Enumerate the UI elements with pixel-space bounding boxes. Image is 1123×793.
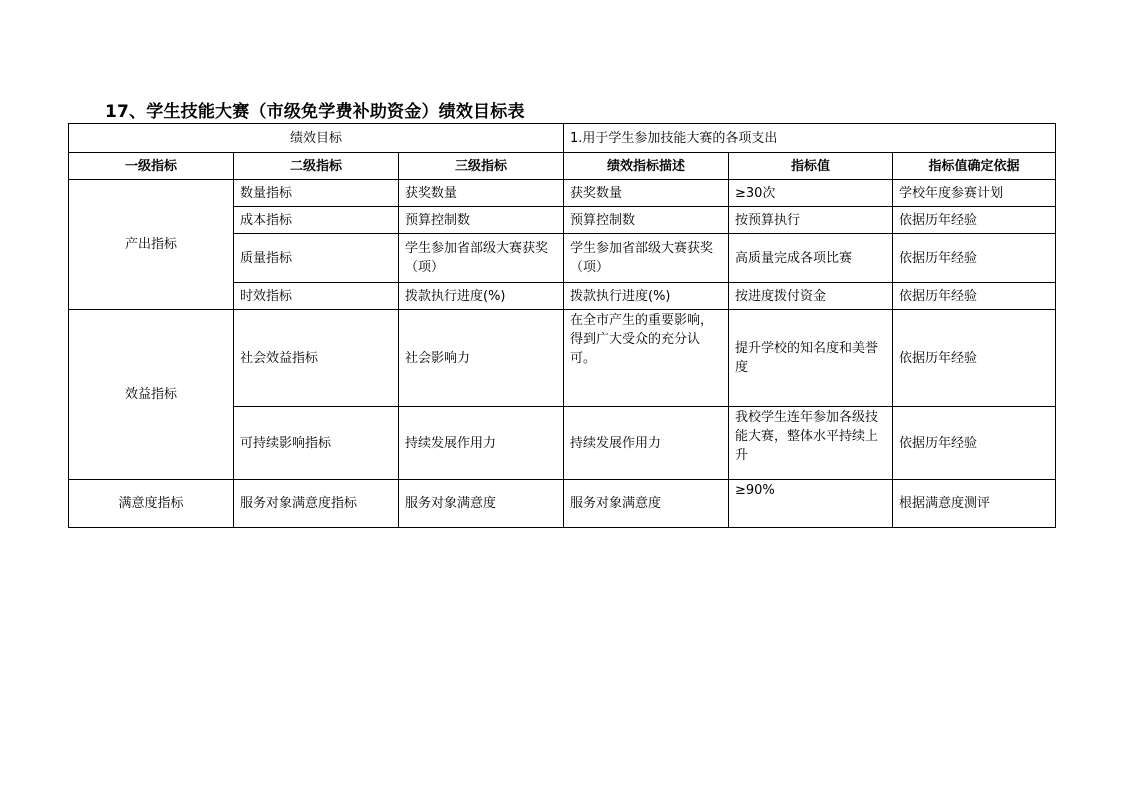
header-level3: 三级指标 [399, 153, 564, 180]
cell-basis: 依据历年经验 [893, 310, 1056, 407]
cell-target-value: 我校学生连年参加各级技能大赛，整体水平持续上升 [729, 407, 893, 480]
cell-description: 持续发展作用力 [564, 407, 729, 480]
header-row [69, 153, 1056, 180]
group-output: 产出指标 [69, 180, 234, 310]
cell-level2: 可持续影响指标 [234, 407, 399, 480]
cell-level2: 成本指标 [234, 207, 399, 234]
cell-basis: 依据历年经验 [893, 207, 1056, 234]
page-title: 17、学生技能大赛（市级免学费补助资金）绩效目标表 [105, 102, 525, 122]
cell-level2: 数量指标 [234, 180, 399, 207]
cell-target-value: 按进度拨付资金 [729, 283, 893, 310]
cell-description: 学生参加省部级大赛获奖（项） [564, 234, 729, 283]
cell-target-value: 高质量完成各项比赛 [729, 234, 893, 283]
cell-level2: 质量指标 [234, 234, 399, 283]
cell-target-value: ≥90% [729, 480, 893, 528]
cell-basis: 学校年度参赛计划 [893, 180, 1056, 207]
goal-value: 1.用于学生参加技能大赛的各项支出 [564, 124, 1056, 153]
cell-level3: 学生参加省部级大赛获奖（项） [399, 234, 564, 283]
cell-basis: 依据历年经验 [893, 234, 1056, 283]
performance-goal-table [68, 123, 1056, 528]
group-benefit: 效益指标 [69, 310, 234, 480]
table-row [69, 180, 1056, 207]
cell-level3: 获奖数量 [399, 180, 564, 207]
header-target-value: 指标值 [729, 153, 893, 180]
header-description: 绩效指标描述 [564, 153, 729, 180]
cell-target-value: 按预算执行 [729, 207, 893, 234]
cell-basis: 依据历年经验 [893, 407, 1056, 480]
cell-description: 预算控制数 [564, 207, 729, 234]
header-level1: 一级指标 [69, 153, 234, 180]
cell-description: 获奖数量 [564, 180, 729, 207]
header-level2: 二级指标 [234, 153, 399, 180]
cell-basis: 依据历年经验 [893, 283, 1056, 310]
cell-level3: 拨款执行进度(%) [399, 283, 564, 310]
cell-basis: 根据满意度测评 [893, 480, 1056, 528]
cell-target-value: 提升学校的知名度和美誉度 [729, 310, 893, 407]
cell-description: 服务对象满意度 [564, 480, 729, 528]
cell-level2: 服务对象满意度指标 [234, 480, 399, 528]
table-row [69, 480, 1056, 528]
cell-description: 拨款执行进度(%) [564, 283, 729, 310]
cell-target-value: ≥30次 [729, 180, 893, 207]
cell-level2: 时效指标 [234, 283, 399, 310]
group-satisfaction: 满意度指标 [69, 480, 234, 528]
cell-level3: 持续发展作用力 [399, 407, 564, 480]
cell-level3: 服务对象满意度 [399, 480, 564, 528]
header-basis: 指标值确定依据 [893, 153, 1056, 180]
goal-row [69, 124, 1056, 153]
table-row [69, 310, 1056, 407]
cell-level3: 预算控制数 [399, 207, 564, 234]
cell-level2: 社会效益指标 [234, 310, 399, 407]
goal-label: 绩效目标 [69, 124, 564, 153]
cell-level3: 社会影响力 [399, 310, 564, 407]
cell-description: 在全市产生的重要影响，得到广大受众的充分认可。 [564, 310, 729, 407]
